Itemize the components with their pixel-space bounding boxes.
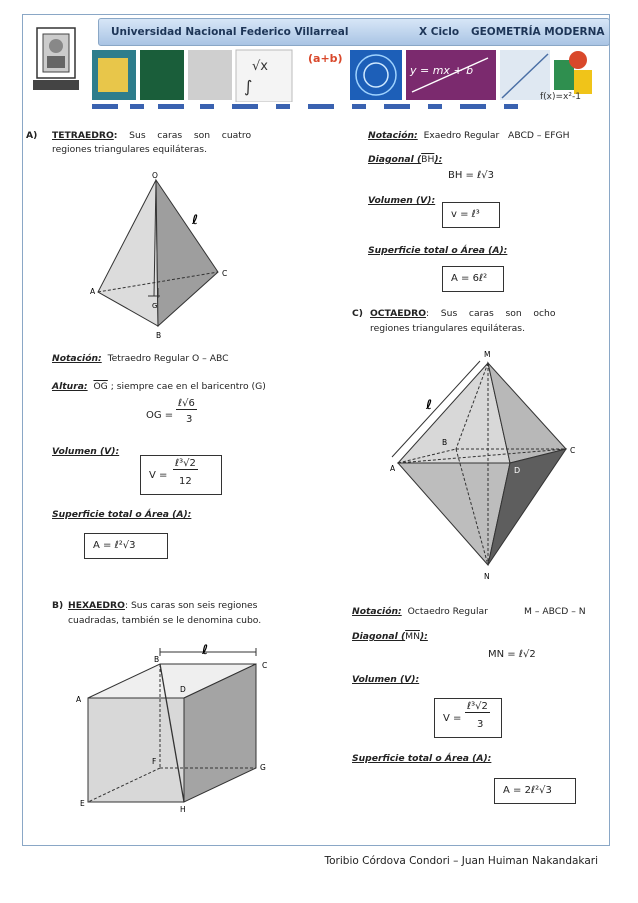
- octaedro-volumen-box: V = ℓ³√2 3: [434, 698, 502, 738]
- divider-dash: [130, 104, 144, 109]
- hexaedro-desc-2: cuadradas, también se le denomina cubo.: [68, 615, 262, 626]
- vertex-o: O: [152, 171, 158, 180]
- vertex-e: E: [80, 799, 85, 808]
- vertex-c: C: [222, 269, 228, 278]
- divider-dash: [276, 104, 290, 109]
- hexaedro-volumen-label: Volumen (V):: [368, 195, 436, 206]
- hexaedro-notacion: Notación: Exaedro Regular ABCD – EFGH: [368, 130, 570, 141]
- octaedro-diagonal: Diagonal $(\overline{MN})$:: [352, 631, 428, 642]
- octaedro-letter: C): [352, 308, 363, 319]
- octaedro-area-box: A = 2ℓ²√3: [494, 778, 576, 804]
- course-title: GEOMETRÍA MODERNA: [471, 26, 605, 38]
- vertex-b: B: [156, 331, 162, 340]
- tetraedro-area-box: A = ℓ²√3: [84, 533, 168, 559]
- cycle-label: X Ciclo: [419, 26, 460, 38]
- hexaedro-area-label: Superficie total o Área (A):: [368, 245, 508, 256]
- octaedro-diag-formula: MN = ℓ√2: [488, 649, 536, 660]
- banner-illustrations: [92, 48, 608, 102]
- vertex-g: G: [260, 763, 266, 772]
- divider-dash: [428, 104, 442, 109]
- vertex-a: A: [90, 287, 96, 296]
- tetraedro-notacion: Notación: Tetraedro Regular O – ABC: [52, 353, 229, 364]
- divider-dash: [308, 104, 334, 109]
- tetraedro-figure: [86, 168, 236, 343]
- octaedro-area-label: Superficie total o Área (A):: [352, 753, 492, 764]
- vertex-d: D: [514, 466, 521, 475]
- octaedro-heading: [370, 307, 610, 321]
- octaedro-desc-1: : Sus caras son ocho: [426, 308, 556, 319]
- tetraedro-desc-2: regiones triangulares equiláteras.: [52, 144, 207, 155]
- edge-length-label: ℓ: [426, 398, 433, 413]
- octaedro-figure: [380, 345, 590, 585]
- banner-formula-fx: f(x)=x²-1: [540, 92, 581, 102]
- vertex-b: B: [154, 655, 160, 664]
- octaedro-notacion: Notación: Octaedro Regular M – ABCD – N: [352, 606, 586, 617]
- svg-text:√x: √x: [252, 59, 268, 74]
- hexaedro-figure: [70, 640, 280, 820]
- divider-dash: [384, 104, 410, 109]
- vertex-c: C: [262, 661, 268, 670]
- tetraedro-heading: TETRAEDRO: Sus caras son cuatro: [52, 130, 252, 141]
- divider-dash: [460, 104, 486, 109]
- vertex-n: N: [484, 572, 490, 581]
- divider-dash: [92, 104, 118, 109]
- hexaedro-area-box: A = 6ℓ²: [442, 266, 504, 292]
- vertex-m: M: [484, 350, 491, 359]
- hexaedro-volumen-box: v = ℓ³: [442, 202, 500, 228]
- university-name: Universidad Nacional Federico Villarreal: [111, 26, 349, 38]
- octaedro-desc-2: regiones triangulares equiláteras.: [370, 323, 525, 334]
- vertex-h: H: [180, 805, 186, 814]
- banner-formula-ab: (a+b): [308, 52, 343, 65]
- hexaedro-letter: B): [52, 600, 64, 611]
- hexaedro-desc-1: : Sus caras son seis regiones: [124, 600, 258, 611]
- hexaedro-heading: [68, 599, 308, 613]
- octaedro-name: OCTAEDRO: [370, 308, 427, 319]
- divider-dash: [200, 104, 214, 109]
- vertex-a: A: [390, 464, 396, 473]
- vertex-g: G: [152, 302, 158, 310]
- tetraedro-area-label: Superficie total o Área (A):: [52, 509, 192, 520]
- tetraedro-name: TETRAEDRO: [52, 130, 114, 141]
- divider-dash: [232, 104, 258, 109]
- octaedro-volumen-label: Volumen (V):: [352, 674, 420, 685]
- vertex-c: C: [570, 446, 576, 455]
- vertex-d: D: [180, 685, 186, 694]
- vertex-a: A: [76, 695, 82, 704]
- tetraedro-altura: Altura: $\overline{OG}$ ; siempre cae en el baricentro (G): [52, 381, 266, 392]
- divider-dash: [504, 104, 518, 109]
- divider-dash: [158, 104, 184, 109]
- page-footer-authors: Toribio Córdova Condori – Juan Huiman Nakandakari: [324, 855, 598, 867]
- hexaedro-name: HEXAEDRO: [68, 600, 125, 611]
- header-banner: [92, 48, 608, 102]
- page-header: [98, 18, 610, 46]
- svg-text:∫: ∫: [244, 77, 253, 96]
- divider-dash: [352, 104, 366, 109]
- tetraedro-volumen-label: Volumen (V):: [52, 446, 120, 457]
- tetraedro-volumen-box: V = ℓ³√2 12: [140, 455, 222, 495]
- tetraedro-desc-1: Sus caras son cuatro: [129, 130, 252, 141]
- vertex-f: F: [152, 757, 157, 766]
- vertex-b: B: [442, 438, 448, 447]
- hexaedro-diagonal: Diagonal $(\overline{BH})$:: [368, 154, 443, 165]
- edge-length-label: ℓ: [202, 643, 209, 658]
- university-logo: [31, 24, 81, 94]
- edge-length-label: ℓ: [192, 213, 199, 228]
- hexaedro-diag-formula: BH = ℓ√3: [448, 170, 494, 181]
- banner-formula-line: y = mx + b: [410, 64, 474, 77]
- tetraedro-letter: A): [26, 130, 38, 141]
